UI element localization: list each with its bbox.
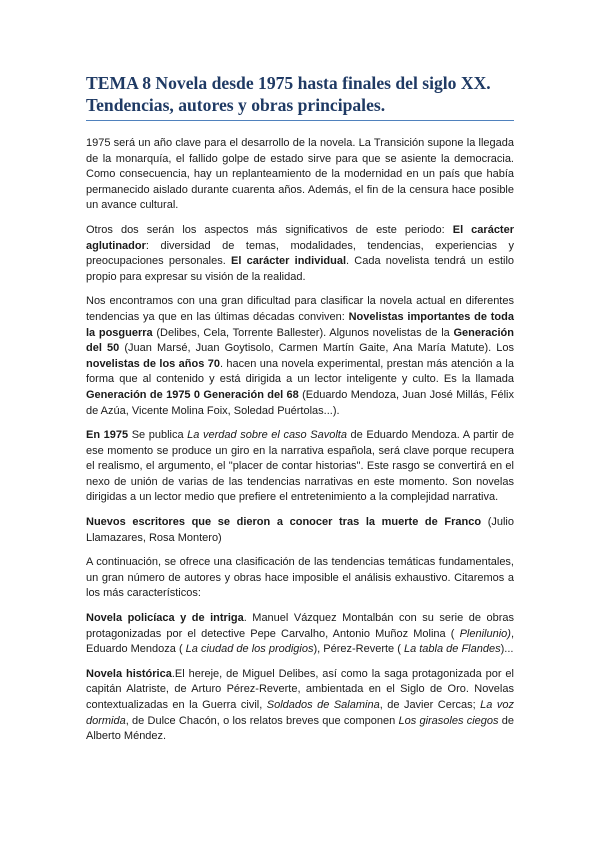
work-girasoles-ciegos: Los girasoles ciegos xyxy=(398,714,499,727)
paragraph-classification: A continuación, se ofrece una clasificación de las tendencias temáticas fundamentales, un gran número de autores y obras hace imposible el análisis exhaustivo. Citaremos a los más característicos: xyxy=(86,556,514,600)
term-1975: En 1975 xyxy=(86,429,129,442)
paragraph-new-writers: Nuevos escritores que se dieron a conocer tras la muerte de Franco (Julio Llamazares, Rosa Montero) xyxy=(86,516,514,544)
work-soldados-salamina: Soldados de Salamina xyxy=(266,699,380,711)
title-line-1: TEMA 8 Novela desde 1975 hasta finales del siglo XX. xyxy=(86,73,491,93)
term-individual: El carácter individual xyxy=(231,255,346,268)
term-generacion-75: Generación de 1975 0 Generación del 68 xyxy=(86,388,299,401)
term-posguerra: Novelistas importantes de toda la posguerra xyxy=(86,310,514,339)
paragraph-historica: Novela histórica.El hereje, de Miguel Delibes, así como la saga protagonizada por el capitán Alatriste, de Arturo Pérez-Reverte, ambientada en el Siglo de Oro. Novelas contextualizadas en la Guerra civil, Soldados de Salamina, de Javier Cercas; La voz dormida, de Dulce Chacón, o los relatos breves que componen Los girasoles ciegos de Alberto Méndez. xyxy=(86,667,515,743)
term-historica: Novela histórica xyxy=(86,667,172,680)
document-body xyxy=(86,136,514,745)
work-ciudad-prodigios: La ciudad de los prodigios xyxy=(185,643,314,656)
term-nuevos-escritores: Nuevos escritores que se dieron a conocer tras la muerte de Franco xyxy=(86,516,482,529)
paragraph-policiaca: Novela policíaca y de intriga. Manuel Vázquez Montalbán con su serie de obras protagonizadas por el detective Pepe Carvalho, Antonio Muñoz Molina ( Plenilunio), Eduardo Mendoza ( La ciudad de los prodigios), Pérez-Reverte ( La tabla de Flandes)... xyxy=(86,612,514,656)
term-anos-70: novelistas de los años 70 xyxy=(86,357,220,370)
work-tabla-flandes: La tabla de Flandes xyxy=(403,643,501,656)
title-line-2: Tendencias, autores y obras principales. xyxy=(86,95,386,115)
page-title xyxy=(86,72,514,121)
paragraph-1975: En 1975 Se publica La verdad sobre el caso Savolta de Eduardo Mendoza. A partir de ese momento se produce un giro en la narrativa española, será clave porque recupera el realismo, el argumento, el "placer de contar historias". Este rasgo se convertirá en el nexo de unión de varias de las tendencias narrativas en este momento. Son novelas dirigidas a un lector medio que prefiere el entretenimiento a la complejidad narrativa. xyxy=(86,429,514,504)
work-plenilunio: Plenilunio) xyxy=(459,627,511,640)
document-page xyxy=(86,72,514,754)
work-savolta: La verdad sobre el caso Savolta xyxy=(187,429,347,442)
work-voz-dormida: La voz dormida xyxy=(86,699,514,727)
paragraph-intro: 1975 será un año clave para el desarrollo de la novela. La Transición supone la llegada de la monarquía, el fallido golpe de estado sirve para que se asiente la democracia. Como consecuencia, hay un replanteamiento de la modernidad en un país que había permanecido aislado durante cuarenta años. Además, el fin de la censura hace posible un avance cultural. xyxy=(86,137,514,212)
paragraph-generations: Nos encontramos con una gran dificultad para clasificar la novela actual en diferentes tendencias ya que en las últimas décadas conviven: Novelistas importantes de toda la posguerra (Delibes, Cela, Torrente Ballester). Algunos novelistas de la Generación del 50 (Juan Marsé, Juan Goytisolo, Carmen Martín Gaite, Ana María Matute). Los novelistas de los años 70. hacen una novela experimental, prestan más atención a la forma que al contenido y está dirigida a un lector inteligente y culto. Es la llamada Generación de 1975 0 Generación del 68 (Eduardo Mendoza, Juan José Millás, Félix de Azúa, Vicente Molina Foix, Soledad Puértolas...). xyxy=(86,295,515,417)
paragraph-aspects: Otros dos serán los aspectos más significativos de este periodo: El carácter aglutinador: diversidad de temas, modalidades, tendencias, experiencias y preocupaciones personales. El carácter individual. Cada novelista tendrá un estilo propio para expresar su visión de la realidad. xyxy=(86,223,515,283)
term-policiaca: Novela policíaca y de intriga xyxy=(86,612,244,625)
term-aglutinador: El carácter aglutinador xyxy=(86,223,514,252)
term-generacion-50: Generación del 50 xyxy=(86,326,514,355)
